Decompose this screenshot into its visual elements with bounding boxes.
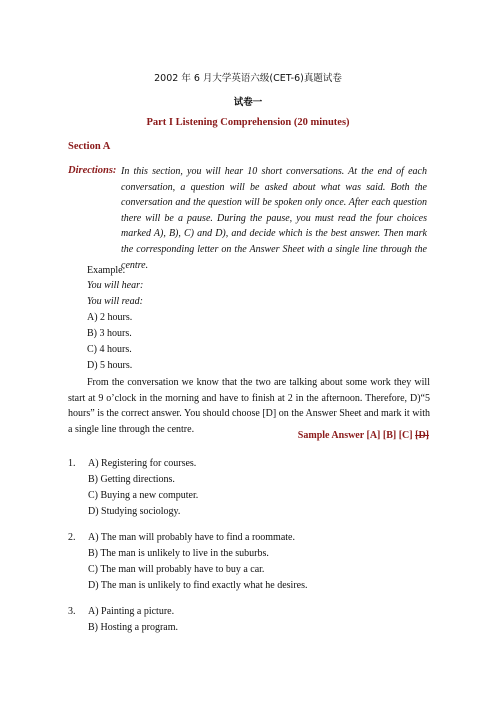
example-option-d: D) 5 hours. xyxy=(87,360,133,371)
question-3-option-a: A) Painting a picture. xyxy=(88,606,175,617)
sample-answer xyxy=(0,430,429,441)
part-heading: Part I Listening Comprehension (20 minutes) xyxy=(146,117,350,128)
example-option-a: A) 2 hours. xyxy=(87,312,133,323)
question-2-option-b: B) The man is unlikely to live in the suburbs. xyxy=(88,548,269,559)
question-2-option-a: A) The man will probably have to find a roommate. xyxy=(88,532,295,543)
section-heading: Section A xyxy=(68,141,111,152)
you-will-read: You will read: xyxy=(87,296,143,307)
question-1-option-c: C) Buying a new computer. xyxy=(88,490,199,501)
question-1-option-b: B) Getting directions. xyxy=(88,474,175,485)
question-1-number: 1. xyxy=(68,458,76,469)
example-label: Example: xyxy=(87,265,126,276)
question-3-number: 3. xyxy=(68,606,76,617)
example-option-c: C) 4 hours. xyxy=(87,344,132,355)
question-2-number: 2. xyxy=(68,532,76,543)
example-explanation: From the conversation we know that the two are talking about some work they will start at 9 o’clock in the morning and have to finish at 2 in the afternoon. Therefore, D)“5 hours” is the correct answer. You should choose [D] on the Answer Sheet and mark it with a single line through the centre. xyxy=(68,377,430,436)
sample-answer-label: Sample Answer [A] [B] [C] xyxy=(297,430,416,441)
example-option-b: B) 3 hours. xyxy=(87,328,132,339)
paper-heading: 试卷一 xyxy=(233,97,263,108)
question-2-option-d: D) The man is unlikely to find exactly what he desires. xyxy=(88,580,308,591)
directions-label: Directions: xyxy=(68,165,117,176)
you-will-hear: You will hear: xyxy=(87,280,144,291)
question-1-option-a: A) Registering for courses. xyxy=(88,458,197,469)
question-3-option-b: B) Hosting a program. xyxy=(88,622,178,633)
question-1-option-d: D) Studying sociology. xyxy=(88,506,181,517)
directions-text: In this section, you will hear 10 short conversations. At the end of each conversation, a question will be asked about what was said. Both the conversation and the question will be spoken only once. After each question there will be a pause. During the pause, you must read the four choices marked A), B), C) and D), and decide which is the best answer. Then mark the corresponding letter on the Answer Sheet with a single line through the centre. xyxy=(121,166,427,271)
sample-answer-marked: [D] xyxy=(415,430,429,441)
exam-title: 2002 年 6 月大学英语六级(CET-6)真题试卷 xyxy=(154,73,342,84)
question-2-option-c: C) The man will probably have to buy a car. xyxy=(88,564,265,575)
